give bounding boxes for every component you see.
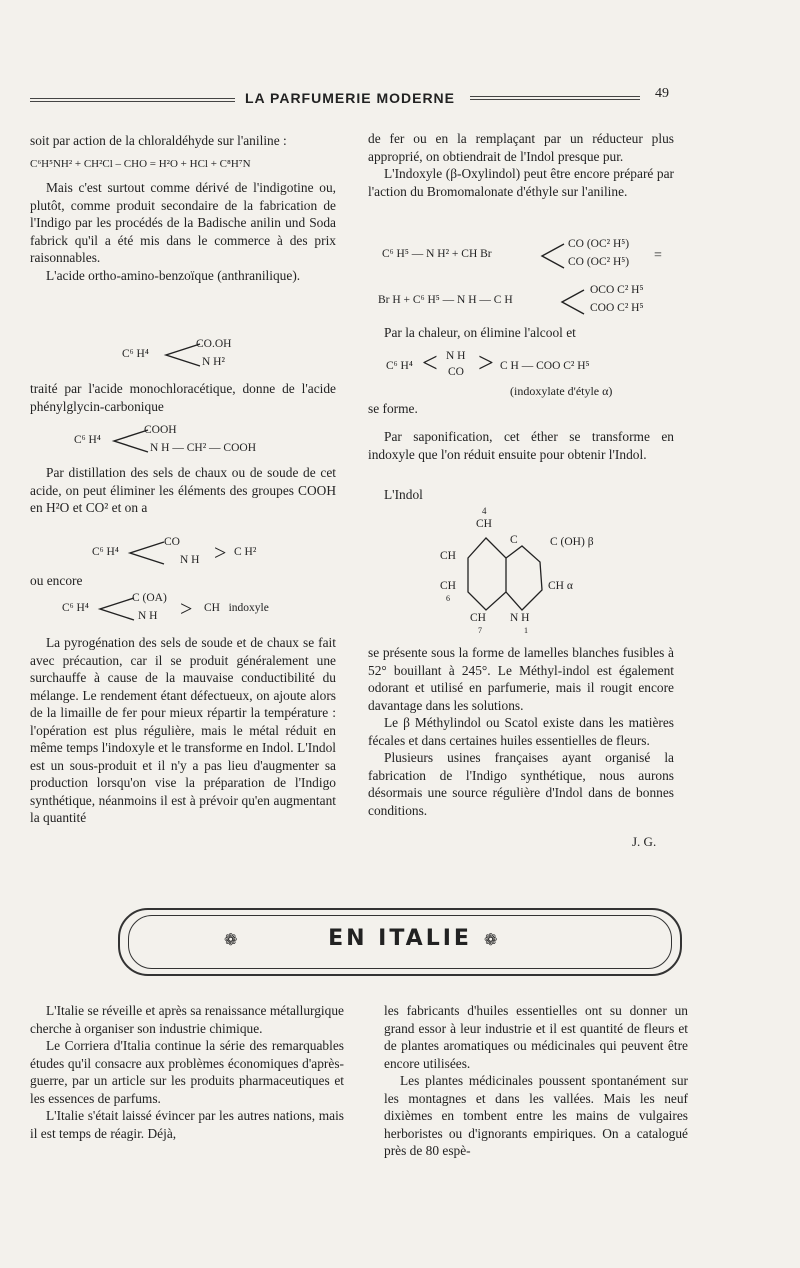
- paragraph: traité par l'acide monochloracétique, donne de l'acide phénylglycin-carbonique: [30, 381, 336, 414]
- formula-right-text: C H — COO C² H⁵: [500, 360, 590, 372]
- formula-base: C⁶ H⁴: [122, 348, 149, 360]
- formula-right: >: [180, 596, 193, 621]
- right-column-cont: [368, 400, 674, 418]
- left-column-cont: [30, 572, 336, 590]
- formula-bracket: [126, 536, 166, 570]
- formula-right-text: C H²: [234, 546, 257, 558]
- formula-equals: =: [654, 248, 662, 263]
- paragraph: L'Indol: [384, 487, 423, 502]
- ring-label: N H: [510, 612, 530, 624]
- bottom-left-column: [30, 1002, 344, 1142]
- ring-label: 4: [482, 506, 487, 516]
- signature: J. G.: [632, 834, 657, 849]
- formula-right: >: [214, 540, 227, 565]
- ring-label: CH: [440, 550, 456, 562]
- left-column-cont: [30, 634, 336, 827]
- formula-phenylglycin: [74, 424, 314, 458]
- ring-label: 6: [446, 594, 450, 603]
- paragraph: Par distillation des sels de chaux ou de soude de cet acide, on peut éliminer les éléments des groupes COOH en H²O et CO² et on a: [30, 465, 336, 515]
- section-banner: [118, 908, 682, 976]
- right-column: [368, 130, 674, 200]
- formula-chloraldehyde: C⁶H⁵NH² + CH²Cl – CHO = H²O + HCl + C⁸H⁷N: [30, 157, 251, 170]
- ring-label: CH: [440, 580, 456, 592]
- formula-base: C⁶ H⁴: [62, 602, 89, 614]
- ring-label: C: [510, 534, 518, 546]
- paragraph: La pyrogénation des sels de soude et de chaux se fait avec précaution, car il se produit généralement une surchauffe à cause de la mauvaise conductibilité du mélange. Le rendement étant défectueux, on ajoute alors de la limaille de fer pour mieux répartir la température : l'opération est plus régulière, mais le métal réduit en même temps l'indoxyle et le transforme en Indol. L'Indol est un sous-produit et il n'y a pas lieu d'augmenter sa production lorsqu'on vise la préparation de l'Indigo synthétique, néanmoins il est à prévoir qu'en augmentant la quantité: [30, 635, 336, 825]
- header-rule-right: [470, 96, 640, 100]
- ring-label: 1: [524, 626, 528, 635]
- page-number: 49: [655, 86, 669, 101]
- paragraph: Mais c'est surtout comme dérivé de l'indigotine ou, plutôt, comme produit secondaire de la fabrication de l'Indigo par les procédés de la Badische anilin und Soda fabrick qu'il a été mis dans le commerce à des prix raisonnables.: [30, 180, 336, 265]
- formula-bottom: N H — CH² — COOH: [150, 442, 256, 454]
- formula-top: CO.OH: [196, 338, 232, 350]
- paragraph: de fer ou en la remplaçant par un réducteur plus approprié, on obtiendrait de l'Indol presque pur.: [368, 131, 674, 164]
- right-column-cont: [368, 428, 674, 463]
- paragraph: ou encore: [30, 573, 83, 588]
- left-column: [30, 132, 336, 284]
- paragraph: se présente sous la forme de lamelles blanches fusibles à 52° bouillant à 245°. Le Méthyl-indol est également odorant et utilisé en parfumerie, mais il rougit encore davantage dans les solutions.: [368, 645, 674, 713]
- header-rule-left: [30, 98, 235, 102]
- formula-bromomalonate-product: [378, 282, 678, 322]
- left-column-cont: [30, 380, 336, 415]
- formula-bracket-close: >: [478, 348, 494, 379]
- formula-bottom: CO: [448, 366, 464, 378]
- ring-label: CH: [470, 612, 486, 624]
- paragraph: les fabricants d'huiles essentielles ont su donner un grand essor à leur industrie et il est quantité de fleurs et de plantes aromatiques ou médicinales qui peuvent être encore utilisées.: [384, 1003, 688, 1071]
- right-column-cont: [368, 324, 674, 342]
- formula-right-text: CH indoxyle: [204, 602, 269, 614]
- formula-bracket-open: <: [422, 348, 438, 379]
- formula-base: C⁶ H⁴: [74, 434, 101, 446]
- formula-indoxylate: [386, 348, 686, 406]
- paragraph: soit par action de la chloraldéhyde sur l'aniline :: [30, 133, 287, 148]
- formula-bracket: [538, 238, 568, 274]
- paragraph: Par la chaleur, on élimine l'alcool et: [384, 325, 576, 340]
- ring-label: C (OH) β: [550, 536, 594, 548]
- formula-base: C⁶ H⁴: [386, 360, 413, 372]
- paragraph: L'Indoxyle (β-Oxylindol) peut être encore préparé par l'action du Bromomalonate d'éthyle sur l'aniline.: [368, 166, 674, 199]
- paragraph: L'Italie se réveille et après sa renaissance métallurgique cherche à organiser son industrie chimique.: [30, 1003, 344, 1036]
- formula-left: C⁶ H⁵ — N H² + CH Br: [382, 248, 492, 260]
- right-column-cont: [368, 644, 674, 819]
- ring-label: 7: [478, 626, 482, 635]
- formula-bromomalonate: [382, 236, 682, 276]
- formula-bracket: [558, 284, 588, 320]
- formula-anthranilic: [122, 338, 302, 372]
- bottom-right-column: [384, 1002, 688, 1160]
- formula-top: CO: [164, 536, 180, 548]
- formula-bottom: N H²: [202, 356, 225, 368]
- formula-base: C⁶ H⁴: [92, 546, 119, 558]
- running-header: LA PARFUMERIE MODERNE: [245, 90, 455, 106]
- section-title: EN ITALIE: [328, 926, 472, 951]
- formula-bottom: N H: [180, 554, 200, 566]
- formula-top: OCO C² H⁵: [590, 284, 644, 296]
- indol-ring-bonds: [430, 506, 670, 638]
- paragraph: L'acide ortho-amino-benzoïque (anthranilique).: [46, 267, 301, 283]
- ring-label: CH α: [548, 580, 573, 592]
- paragraph: Les plantes médicinales poussent spontanément sur les montagnes et dans les vallées. Mais les neuf dixièmes en tombent entre les mains de vulgaires herboristes ou d'ignorants empiriques. On a catalogué près de 80 espè-: [384, 1073, 688, 1158]
- left-column-cont: [30, 464, 336, 517]
- formula-bottom: N H: [138, 610, 158, 622]
- right-column-cont: [368, 486, 674, 504]
- rosette-icon: ❁: [484, 932, 498, 949]
- paragraph: Le β Méthylindol ou Scatol existe dans les matières fécales et dans certaines huiles essentielles de fleurs.: [368, 715, 674, 748]
- paragraph: Le Corriera d'Italia continue la série des remarquables études qu'il consacre aux problèmes économiques d'après-guerre, par un article sur les produits pharmaceutiques et les essences de parfums.: [30, 1038, 344, 1106]
- formula-bracket: [96, 592, 136, 626]
- formula-indoxyl: [92, 536, 292, 570]
- formula-top: N H: [446, 350, 466, 362]
- paragraph: se forme.: [368, 401, 418, 416]
- formula-indoxyle: [62, 592, 322, 626]
- paragraph: Par saponification, cet éther se transforme en indoxyle que l'on réduit ensuite pour obtenir l'Indol.: [368, 429, 674, 462]
- formula-top: CO (OC² H⁵): [568, 238, 630, 250]
- formula-bottom: CO (OC² H⁵): [568, 256, 630, 268]
- ring-label: CH: [476, 518, 492, 530]
- formula-top: COOH: [144, 424, 177, 436]
- formula-bottom: COO C² H⁵: [590, 302, 644, 314]
- indol-structure: [430, 506, 670, 638]
- formula-left: Br H + C⁶ H⁵ — N H — C H: [378, 294, 513, 306]
- paragraph: Plusieurs usines françaises ayant organisé la fabrication de l'Indigo synthétique, nous aurons désormais une source régulière d'Indol dans de bonnes conditions.: [368, 750, 674, 818]
- paragraph: L'Italie s'était laissé évincer par les autres nations, mais il est temps de réagir. Déjà,: [30, 1108, 344, 1141]
- formula-note: (indoxylate d'étyle α): [510, 384, 613, 398]
- formula-top: C (OA): [132, 592, 167, 604]
- rosette-icon: ❁: [224, 932, 238, 949]
